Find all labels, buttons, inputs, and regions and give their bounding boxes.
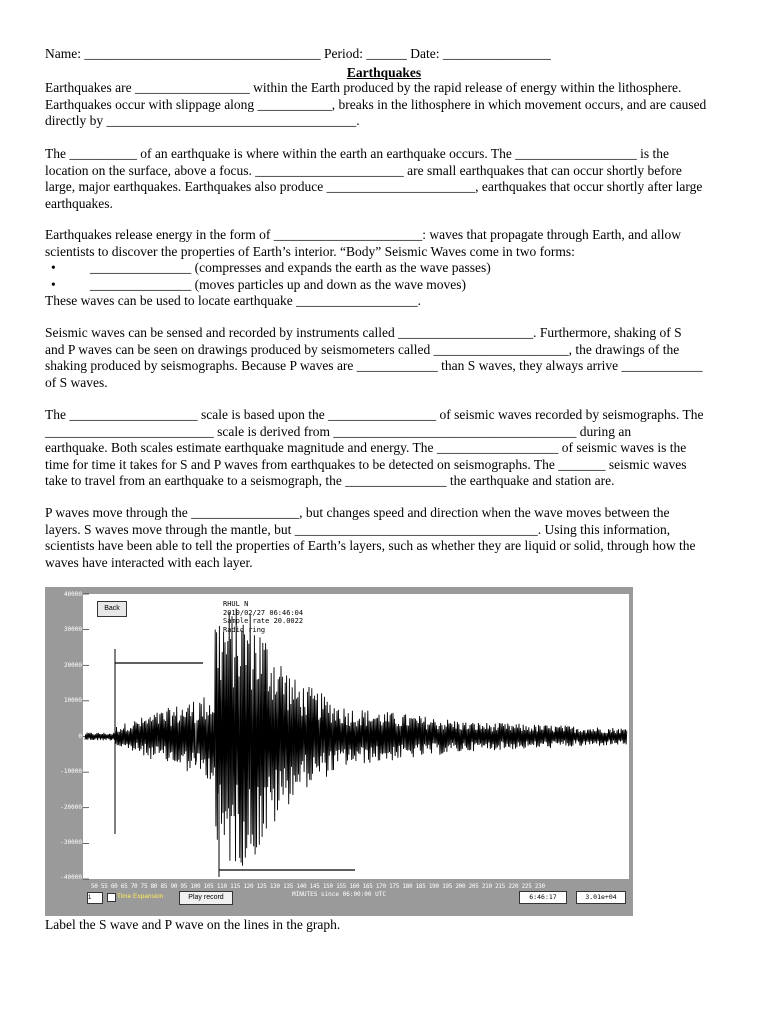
time-readout: 6:46:17 (519, 891, 567, 904)
text-line: earthquakes. (45, 195, 113, 211)
text-line: Earthquakes are _________________ within the Earth produced by the rapid release of energy within the lithosphere. (45, 80, 682, 95)
bullet-item (45, 277, 725, 294)
y-tick-label: 20000 (63, 662, 82, 669)
y-tick-label: 40000 (63, 591, 82, 598)
text-line: time for time it takes for S and P waves from earthquakes to be detected on seismographs. The _______ seismic waves (45, 456, 687, 472)
student-info-header: Name: ___________________________________ Period: ______ Date: ________________ (45, 46, 551, 61)
text-line: location on the surface, above a focus. ______________________ are small earthquakes that can occur shortly before (45, 162, 682, 178)
time-expansion-label: Time Expansion (117, 893, 164, 900)
text-line: The __________ of an earthquake is where within the earth an earthquake occurs. The __________________ is the (45, 146, 669, 161)
text-line: large, major earthquakes. Earthquakes also produce ______________________, earthquakes that occur shortly after large (45, 179, 703, 194)
y-tick-label: -40000 (60, 874, 82, 881)
bullet-text: _______________ (moves particles up and down as the wave moves) (90, 276, 467, 292)
y-tick-label: -20000 (60, 804, 82, 811)
text-line: earthquake. Both scales estimate earthquake magnitude and energy. The __________________ of seismic waves is the (45, 440, 687, 455)
text-line: layers. S waves move through the mantle, but ____________________________________. Using this information, (45, 521, 671, 537)
page-title: Earthquakes (346, 65, 422, 80)
text-line: scientists to discover the properties of Earth’s interior. “Body” Seismic Waves come in two forms: (45, 243, 575, 259)
text-line: and P waves can be seen on drawings produced by seismometers called ____________________, the drawings of the (45, 341, 680, 357)
y-tick-label: 30000 (63, 626, 82, 633)
text-line: P waves move through the ________________, but changes speed and direction when the wave moves between the (45, 505, 670, 520)
scale-readout: 3.01e+04 (576, 891, 626, 904)
y-tick-label: 0 (78, 733, 82, 740)
paragraph-seismic-waves (45, 227, 725, 310)
text-line: These waves can be used to locate earthquake __________________. (45, 293, 422, 308)
x-tick-labels: 50 55 60 65 70 75 80 85 90 95 100 105 110 115 120 125 130 135 140 145 150 155 160 165 170 175 180 185 190 195 200 205 210 215 220 225 230 (91, 883, 545, 890)
text-line: _________________________ scale is derived from ____________________________________ during an (45, 423, 632, 439)
text-line: Earthquakes release energy in the form of ______________________: waves that propagate through Earth, and allow (45, 227, 681, 242)
text-line: scientists have been able to tell the properties of Earth’s layers, such as whether they are liquid or solid, through how the (45, 538, 696, 553)
bullet-item (45, 260, 725, 277)
text-line: of S waves. (45, 374, 108, 390)
paragraph-focus-epicenter (45, 146, 725, 212)
x-axis-label: MINUTES since 06:00:00 UTC (292, 891, 386, 898)
expansion-select[interactable]: 1 (87, 892, 103, 904)
text-line: The ___________________ scale is based upon the ________________ of seismic waves recorded by seismographs. The (45, 407, 704, 422)
play-record-button[interactable]: Play record (179, 891, 233, 905)
text-line: shaking produced by seismographs. Because P waves are ____________ than S waves, they always arrive ____________ (45, 358, 703, 373)
back-button[interactable]: Back (97, 601, 127, 617)
y-tick-label: -30000 (60, 839, 82, 846)
graph-instruction: Label the S wave and P wave on the lines in the graph. (45, 917, 341, 932)
bullet-text: _______________ (compresses and expands the earth as the wave passes) (90, 260, 491, 275)
paragraph-layers (45, 505, 725, 571)
text-line: Seismic waves can be sensed and recorded by instruments called ____________________. Furthermore, shaking of S (45, 325, 682, 340)
paragraph-scales (45, 407, 725, 490)
text-line: waves have interacted with each layer. (45, 554, 253, 570)
text-line: Earthquakes occur with slippage along ___________, breaks in the lithosphere in which movement occurs, and are caused (45, 96, 707, 112)
seismograph-panel (45, 587, 633, 916)
paragraph-seismographs (45, 325, 725, 391)
time-expansion-checkbox[interactable] (107, 893, 116, 902)
station-info: RHUL N 2010/02/27 06:46:04 Sample rate 20.0022 Radio ring (223, 600, 304, 634)
seismograph-plot (45, 587, 633, 916)
text-line: directly by _____________________________________. (45, 113, 360, 128)
text-line: take to travel from an earthquake to a seismograph, the _______________ the earthquake and station are. (45, 473, 615, 488)
paragraph-definition (45, 80, 725, 130)
y-tick-label: 10000 (63, 697, 82, 704)
y-tick-label: -10000 (60, 768, 82, 775)
